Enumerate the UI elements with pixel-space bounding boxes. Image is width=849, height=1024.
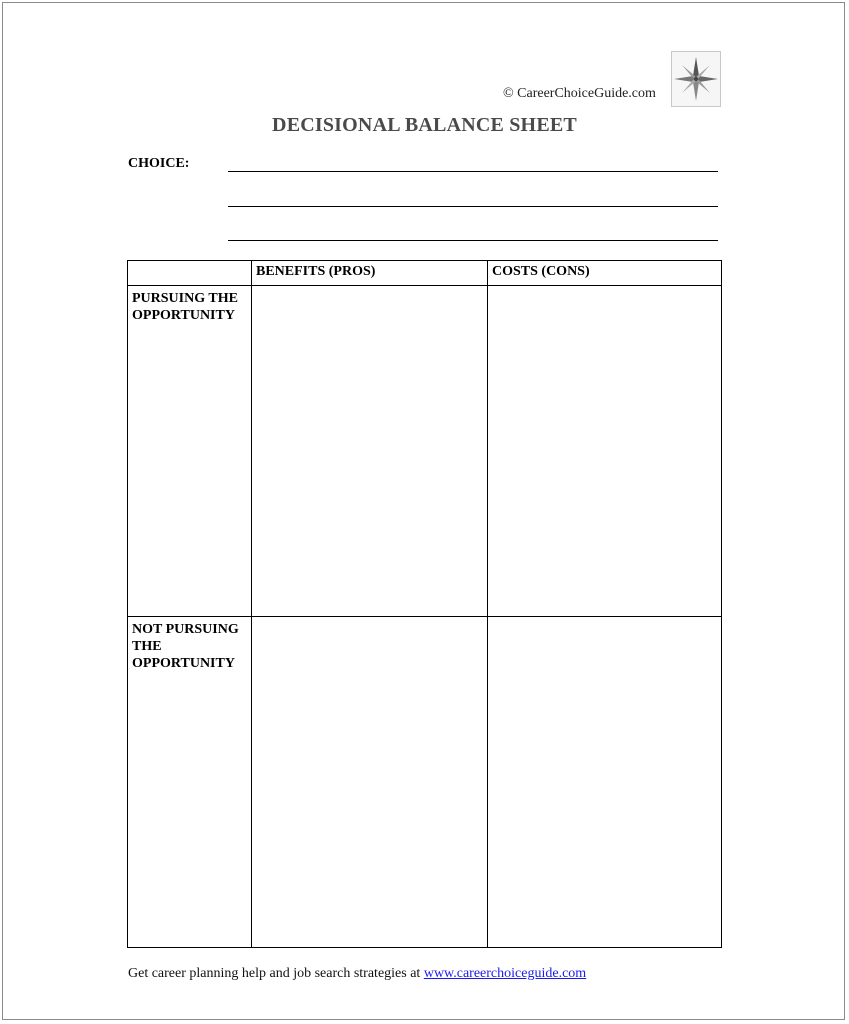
footer xyxy=(128,966,586,982)
footer-link[interactable]: www.careerchoiceguide.com xyxy=(423,966,587,981)
page-title: DECISIONAL BALANCE SHEET xyxy=(272,114,577,136)
benefits-cell-not-pursuing[interactable] xyxy=(252,617,488,948)
benefits-cell-pursuing[interactable] xyxy=(252,286,488,617)
balance-table xyxy=(127,260,722,948)
costs-cell-not-pursuing[interactable] xyxy=(488,617,722,948)
costs-cell-pursuing[interactable] xyxy=(488,286,722,617)
footer-text: Get career planning help and job search strategies at xyxy=(128,966,424,981)
choice-line[interactable] xyxy=(228,171,718,172)
table-row xyxy=(128,617,722,948)
compass-rose-icon xyxy=(671,51,721,107)
header-costs: COSTS (CONS) xyxy=(488,261,722,286)
copyright-text: © CareerChoiceGuide.com xyxy=(503,86,656,101)
choice-line[interactable] xyxy=(228,206,718,207)
table-row xyxy=(128,286,722,617)
choice-line[interactable] xyxy=(228,240,718,241)
row-label-not-pursuing: NOT PURSUING THE OPPORTUNITY xyxy=(128,617,252,948)
row-label-pursuing: PURSUING THE OPPORTUNITY xyxy=(128,286,252,617)
header-cell-empty xyxy=(128,261,252,286)
table-header-row xyxy=(128,261,722,286)
header-benefits: BENEFITS (PROS) xyxy=(252,261,488,286)
choice-label: CHOICE: xyxy=(128,156,190,171)
